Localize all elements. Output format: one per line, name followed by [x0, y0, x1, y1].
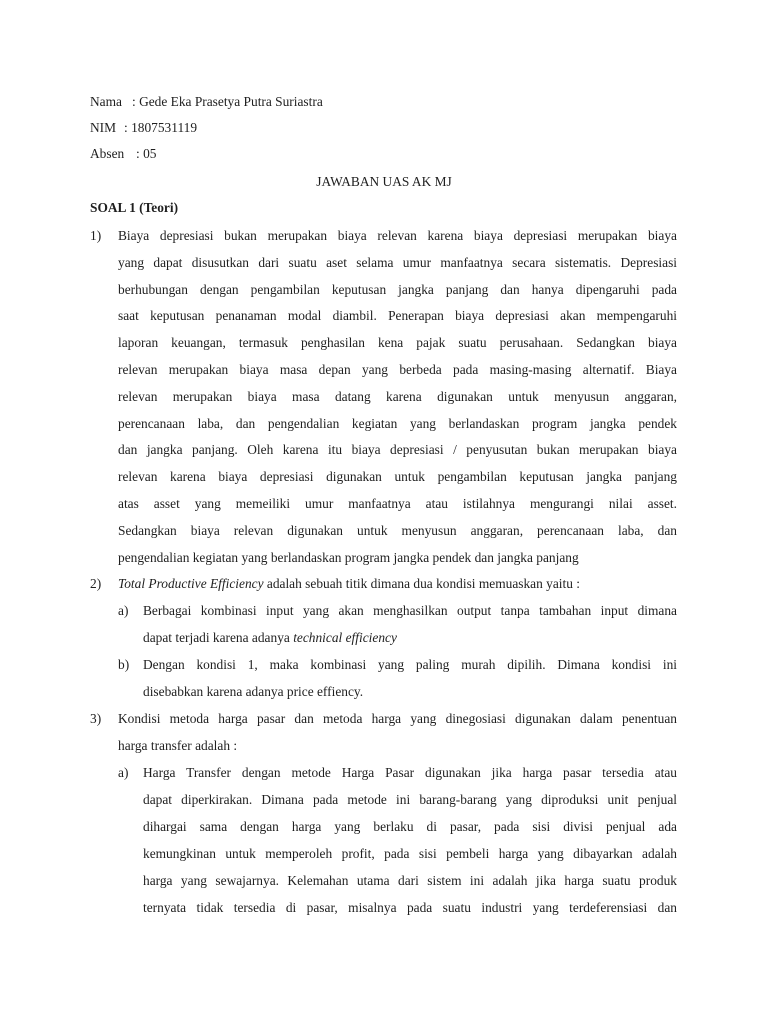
paragraph-line: pengendalian kegiatan yang berlandaskan program jangka pendek dan jangka panjang [118, 549, 579, 565]
paragraph-line: relevan merupakan biaya masa depan yang berbeda pada masing-masing alternatif. Biaya [118, 362, 677, 377]
item-2a-line-1: Berbagai kombinasi input yang akan menghasilkan output tanpa tambahan input dimana [143, 603, 677, 618]
item-2b-label: b) [118, 657, 130, 672]
paragraph-line: dan jangka panjang. Oleh karena itu biaya depresiasi / penyusutan bukan merupakan biaya [118, 442, 677, 458]
nim-value: : 1807531119 [124, 120, 198, 135]
paragraph-line: relevan merupakan biaya masa datang karena digunakan untuk menyusun anggaran, [118, 388, 677, 404]
item-3-line-2: harga transfer adalah : [118, 738, 238, 753]
paragraph-line: relevan karena biaya depresiasi digunakan untuk pengambilan keputusan jangka panjang [118, 469, 677, 485]
item-2a-label: a) [118, 603, 129, 618]
paragraph-line: harga yang sewajarnya. Kelemahan utama dari sistem ini adalah jika harga suatu produk [143, 873, 677, 888]
student-id-row [90, 120, 197, 136]
paragraph-line: Sedangkan biaya relevan digunakan untuk menyusun anggaran, perencanaan laba, dan [118, 522, 677, 538]
item-2a-text: dapat terjadi karena adanya [143, 630, 294, 645]
paragraph-line: atas asset yang memeiliki umur manfaatnya atau istilahnya mengurangi nilai asset. [118, 496, 677, 511]
absen-value: : 05 [136, 146, 157, 161]
paragraph-line: laporan keuangan, termasuk penghasilan kena pajak suatu perusahaan. Sedangkan biaya [118, 335, 677, 351]
item-number-1: 1) [90, 228, 102, 243]
absen-label: Absen [90, 146, 125, 161]
paragraph-line: perencanaan laba, dan pengendalian kegiatan yang berlandaskan program jangka pendek [118, 415, 677, 431]
paragraph-line: Harga Transfer dengan metode Harga Pasar digunakan jika harga pasar tersedia atau [143, 765, 677, 780]
item-2-term: Total Productive Efficiency [118, 576, 264, 591]
paragraph-line: dapat diperkirakan. Dimana pada metode ini barang-barang yang diproduksi unit penjual [143, 792, 677, 807]
paragraph-line: berhubungan dengan pengambilan keputusan jangka panjang dan hanya dipengaruhi pada [118, 281, 677, 297]
document-title: JAWABAN UAS AK MJ [316, 174, 452, 189]
paragraph-line: saat keputusan penanaman modal diambil. Penerapan biaya depresiasi akan mempengaruhi [118, 308, 677, 324]
item-2a-line-2 [143, 630, 677, 646]
item-2b-line-1: Dengan kondisi 1, maka kombinasi yang paling murah dipilih. Dimana kondisi ini [143, 657, 677, 672]
paragraph-line: ternyata tidak tersedia di pasar, misalnya pada suatu industri yang terdeferensiasi dan [143, 900, 677, 915]
paragraph-line: kemungkinan untuk memperoleh profit, pada sisi pembeli harga yang dibayarkan adalah [143, 846, 677, 861]
item-number-2: 2) [90, 576, 102, 591]
paragraph-line: dihargai sama dengan harga yang berlaku di pasar, pada sisi divisi penjual ada [143, 819, 677, 834]
item-3-line-1: Kondisi metoda harga pasar dan metoda harga yang dinegosiasi digunakan dalam penentuan [118, 711, 677, 726]
item-2a-term: technical efficiency [293, 630, 397, 645]
item-number-3: 3) [90, 711, 102, 726]
name-value: : Gede Eka Prasetya Putra Suriastra [132, 94, 323, 109]
name-label: Nama [90, 94, 122, 109]
item-2-intro-text: adalah sebuah titik dimana dua kondisi memuaskan yaitu : [263, 576, 580, 591]
item-3a-label: a) [118, 765, 129, 780]
paragraph-line: yang dapat disusutkan dari suatu aset selama umur manfaatnya secara sistematis. Depresiasi [118, 254, 677, 270]
paragraph-line: Biaya depresiasi bukan merupakan biaya relevan karena biaya depresiasi merupakan biaya [118, 228, 677, 243]
attendance-row [90, 146, 156, 162]
item-2-intro [118, 576, 677, 592]
nim-label: NIM [90, 120, 117, 135]
section-heading: SOAL 1 (Teori) [90, 200, 179, 215]
item-2b-line-2: disebabkan karena adanya price effiency. [143, 684, 364, 699]
student-name-row [90, 94, 323, 110]
